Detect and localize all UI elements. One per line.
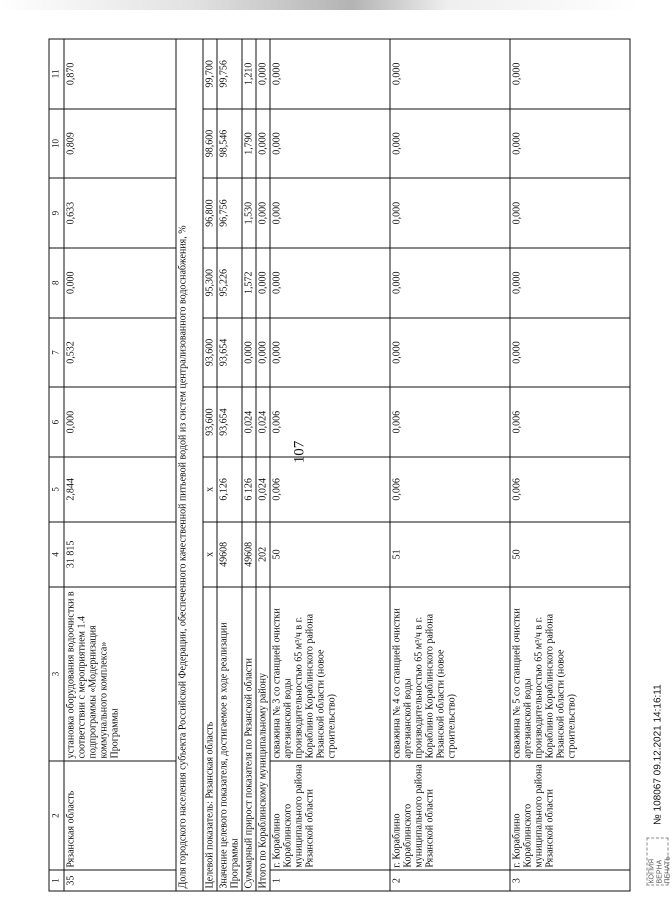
document-id: № 108067 09.12.2021 14:16:11 <box>651 683 663 825</box>
value-cell: 0,000 <box>510 178 630 248</box>
table-row <box>270 39 390 891</box>
rotated-page <box>48 38 671 891</box>
indicator-table <box>48 38 630 891</box>
value-cell: 98,600 <box>203 108 217 178</box>
value-cell: 93,654 <box>217 387 242 457</box>
value-cell: 1,210 <box>242 39 256 109</box>
value-cell: 49608 <box>217 521 242 586</box>
table-row <box>217 39 242 891</box>
header-cell: 4 <box>49 521 64 586</box>
value-cell: 0,000 <box>270 108 390 178</box>
value-cell: 0,000 <box>510 108 630 178</box>
region-cell: Рязанская область <box>64 761 176 870</box>
header-cell: 5 <box>49 456 64 521</box>
rotated-content <box>48 38 671 891</box>
value-cell: 0,532 <box>64 317 176 387</box>
header-cell: 7 <box>49 317 64 387</box>
value-cell: 0,000 <box>510 39 630 109</box>
value-cell: 0,870 <box>64 39 176 109</box>
value-cell: 0,006 <box>510 456 630 521</box>
section-title: Доля городского населения субъекта Российской Федерации, обеспеченного качественной питьевой водой из систем централизованного водоснабжения, % <box>176 39 203 891</box>
header-cell: 3 <box>49 586 64 760</box>
section-title-row <box>176 39 203 891</box>
row-label: Суммарный прирост показателя по Рязанской области <box>242 586 256 890</box>
value-cell: 0,000 <box>390 247 510 317</box>
value-cell: 0,024 <box>256 456 270 521</box>
value-cell: 96,756 <box>217 178 242 248</box>
value-cell: 31 815 <box>64 521 176 586</box>
row-number: 1 <box>270 870 390 891</box>
document-footer <box>646 385 671 885</box>
value-cell: 0,000 <box>64 387 176 457</box>
value-cell: 6,126 <box>217 456 242 521</box>
header-cell: 10 <box>49 108 64 178</box>
value-cell: 0,000 <box>510 247 630 317</box>
value-cell: 0,000 <box>256 247 270 317</box>
header-cell: 6 <box>49 387 64 457</box>
page-number: 107 <box>291 440 308 464</box>
table-row <box>203 39 217 891</box>
table-row <box>256 39 270 891</box>
value-cell: 49608 <box>242 521 256 586</box>
value-cell: 0,633 <box>64 178 176 248</box>
value-cell: 1,530 <box>242 178 256 248</box>
place-cell: г. Кораблино Кораблинского муниципального района Рязанской области <box>510 761 630 870</box>
row-label: Значение целевого показателя, достигаемое в ходе реализации Программы <box>217 586 242 890</box>
value-cell: 51 <box>390 521 510 586</box>
header-row <box>49 39 64 891</box>
header-cell: 11 <box>49 39 64 109</box>
value-cell: 93,600 <box>203 387 217 457</box>
value-cell: 0,000 <box>270 247 390 317</box>
row-label: Целевой показатель: Рязанская область <box>203 586 217 890</box>
row-number: 3 <box>510 870 630 891</box>
table-row <box>510 39 630 891</box>
table-row <box>390 39 510 891</box>
value-cell: 50 <box>270 521 390 586</box>
value-cell: 0,000 <box>390 108 510 178</box>
place-cell: г. Кораблино Кораблинского муниципального района Рязанской области <box>390 761 510 870</box>
row-number: 35 <box>64 870 176 891</box>
value-cell: 1,790 <box>242 108 256 178</box>
description-cell: скважина № 5 со станцией очистки артезианской воды производительностью 65 м³/ч в г. Кораблино Кораблинского района Рязанской области (новое строительство) <box>510 586 630 760</box>
table-row <box>64 39 176 891</box>
value-cell: 6 126 <box>242 456 256 521</box>
value-cell: 0,809 <box>64 108 176 178</box>
value-cell: 0,024 <box>242 387 256 457</box>
description-cell: скважина № 4 со станцией очистки артезианской воды производительностью 65 м³/ч в г. Кораблино Кораблинского района Рязанской области (новое строительство) <box>390 586 510 760</box>
description-cell: скважина № 3 со станцией очистки артезианской воды производительностью 65 м³/ч в г. Кораблино Кораблинского района Рязанской области (новое строительство) <box>270 586 390 760</box>
value-cell: x <box>203 456 217 521</box>
table-row <box>242 39 256 891</box>
value-cell: 1,572 <box>242 247 256 317</box>
header-cell: 2 <box>49 761 64 870</box>
value-cell: 0,000 <box>270 317 390 387</box>
value-cell: 0,000 <box>270 39 390 109</box>
value-cell: 0,000 <box>390 317 510 387</box>
header-cell: 8 <box>49 247 64 317</box>
value-cell: 0,006 <box>390 387 510 457</box>
value-cell: 95,226 <box>217 247 242 317</box>
value-cell: 0,006 <box>270 387 390 457</box>
value-cell: 93,600 <box>203 317 217 387</box>
value-cell: 202 <box>256 521 270 586</box>
value-cell: 99,756 <box>217 39 242 109</box>
value-cell: 0,000 <box>64 247 176 317</box>
value-cell: 0,000 <box>510 317 630 387</box>
value-cell: 99,700 <box>203 39 217 109</box>
value-cell: 93,654 <box>217 317 242 387</box>
value-cell: 0,006 <box>270 456 390 521</box>
value-cell: 0,000 <box>256 108 270 178</box>
value-cell: 2,844 <box>64 456 176 521</box>
value-cell: 0,000 <box>390 39 510 109</box>
value-cell: 96,800 <box>203 178 217 248</box>
description-cell: установка оборудования водоочистки в соответствии с мероприятием 1.4 подпрограммы «Модернизация коммунального комплекса» Программы <box>64 586 176 760</box>
stamp-mark <box>646 837 671 885</box>
value-cell: 95,300 <box>203 247 217 317</box>
value-cell: 0,024 <box>256 387 270 457</box>
value-cell: 98,546 <box>217 108 242 178</box>
row-label: Итого по Кораблинскому муниципальному району <box>256 586 270 890</box>
stamp-line: КОПИЯ ВЕРНА <box>648 858 663 883</box>
row-number: 2 <box>390 870 510 891</box>
value-cell: 0,006 <box>390 456 510 521</box>
value-cell: 0,000 <box>390 178 510 248</box>
header-cell: 9 <box>49 178 64 248</box>
value-cell: x <box>203 521 217 586</box>
value-cell: 0,000 <box>256 178 270 248</box>
value-cell: 0,000 <box>242 317 256 387</box>
place-cell: г. Кораблино Кораблинского муниципального района Рязанской области <box>270 761 390 870</box>
stamp-line: ПЕЧАТЬ <box>664 855 671 883</box>
value-cell: 0,006 <box>510 387 630 457</box>
value-cell: 0,000 <box>256 39 270 109</box>
value-cell: 50 <box>510 521 630 586</box>
value-cell: 0,000 <box>270 178 390 248</box>
value-cell: 0,000 <box>256 317 270 387</box>
header-cell: 1 <box>49 870 64 891</box>
scan-edge-mark <box>0 0 640 10</box>
